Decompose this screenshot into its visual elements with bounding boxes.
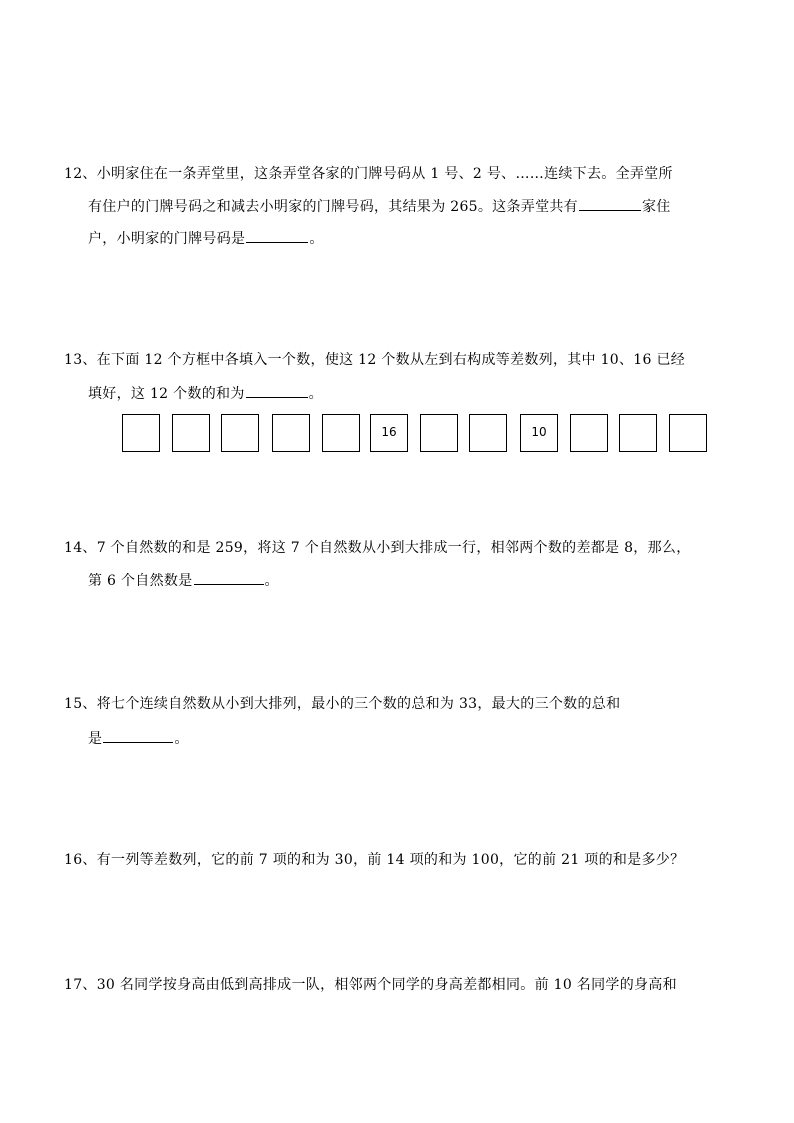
- question-12-line-2: [88, 196, 671, 217]
- number-box-1[interactable]: [122, 414, 160, 452]
- question-15-text: 。: [174, 731, 189, 747]
- question-12-text: 家住: [641, 199, 671, 215]
- answer-blank-sum[interactable]: [246, 383, 308, 398]
- question-13-text: 填好，这 12 个数的和为: [88, 386, 245, 402]
- number-box-row: [122, 414, 712, 454]
- question-15-line-2: [88, 728, 189, 749]
- number-box-11[interactable]: [619, 414, 657, 452]
- answer-blank-sixth-number[interactable]: [194, 570, 264, 585]
- question-13-text: 。: [308, 386, 323, 402]
- question-14-line-2: [88, 570, 279, 591]
- question-17-line-1: 17、30 名同学按身高由低到高排成一队，相邻两个同学的身高差都相同。前 10 名同学的身高和: [64, 977, 677, 993]
- number-box-3[interactable]: [221, 414, 259, 452]
- number-box-2[interactable]: [172, 414, 210, 452]
- number-box-9[interactable]: 10: [520, 414, 558, 452]
- question-13-line-1: 13、在下面 12 个方框中各填入一个数，使这 12 个数从左到右构成等差数列，其中 10、16 已经: [64, 352, 686, 368]
- answer-blank-house-number[interactable]: [246, 228, 308, 243]
- number-box-12[interactable]: [669, 414, 707, 452]
- question-14-text: 。: [264, 573, 279, 589]
- number-box-7[interactable]: [420, 414, 458, 452]
- question-14-line-1: 14、7 个自然数的和是 259，将这 7 个自然数从小到大排成一行，相邻两个数的差都是 8，那么，: [64, 540, 691, 556]
- number-box-4[interactable]: [272, 414, 310, 452]
- question-12-text: 户，小明家的门牌号码是: [88, 231, 246, 247]
- number-box-8[interactable]: [469, 414, 507, 452]
- answer-blank-largest-three-sum[interactable]: [103, 728, 173, 743]
- question-12-text: 有住户的门牌号码之和减去小明家的门牌号码，其结果为 265。这条弄堂共有: [88, 199, 578, 215]
- question-12-line-3: [88, 228, 324, 249]
- answer-blank-household-count[interactable]: [579, 196, 641, 211]
- question-14-text: 第 6 个自然数是: [88, 573, 193, 589]
- question-15-line-1: 15、将七个连续自然数从小到大排列，最小的三个数的总和为 33，最大的三个数的总和: [64, 696, 621, 712]
- question-13-line-2: [88, 383, 323, 404]
- number-box-5[interactable]: [322, 414, 360, 452]
- number-box-6[interactable]: 16: [370, 414, 408, 452]
- number-box-10[interactable]: [570, 414, 608, 452]
- question-12-line-1: 12、小明家住在一条弄堂里，这条弄堂各家的门牌号码从 1 号、2 号、……连续下去。全弄堂所: [64, 166, 673, 182]
- question-15-text: 是: [88, 731, 103, 747]
- question-12-text: 。: [309, 231, 324, 247]
- question-16-line-1: 16、有一列等差数列，它的前 7 项的和为 30，前 14 项的和为 100，它的前 21 项的和是多少？: [64, 852, 685, 868]
